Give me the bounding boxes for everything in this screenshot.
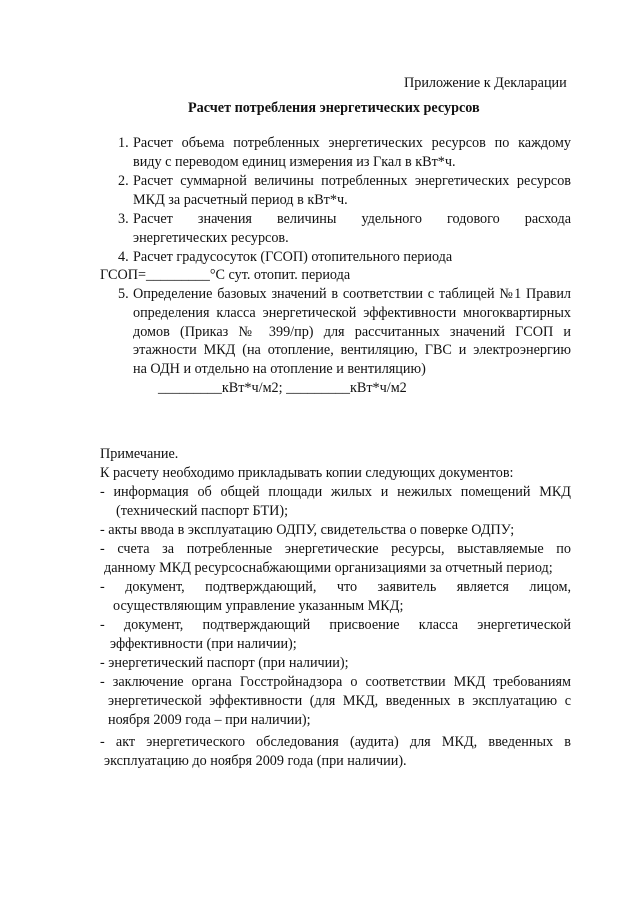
note-line: - акт энергетического обследования (аудита) для МКД, введенных в <box>100 734 571 750</box>
item-5-line-1: Определение базовых значений в соответствии с таблицей №1 Правил <box>133 286 571 302</box>
note-line: осуществляющим управление указанным МКД; <box>113 598 404 614</box>
note-line: - информация об общей площади жилых и нежилых помещений МКД <box>100 484 571 500</box>
note-line: - акты ввода в эксплуатацию ОДПУ, свидетельства о поверке ОДПУ; <box>100 522 515 538</box>
item-2-line-2: МКД за расчетный период в кВт*ч. <box>133 192 348 208</box>
baseline-value-fields: _________кВт*ч/м2; _________кВт*ч/м2 <box>158 380 407 396</box>
note-line: (технический паспорт БТИ); <box>116 503 289 519</box>
note-line: - документ, подтверждающий присвоение класса энергетической <box>100 617 571 633</box>
appendix-label: Приложение к Декларации <box>404 75 567 91</box>
item-number: 2. <box>118 173 129 189</box>
item-1-line-2: виду с переводом единиц измерения из Гкал в кВт*ч. <box>133 154 456 170</box>
item-4-line-1: Расчет градусосуток (ГСОП) отопительного периода <box>133 249 453 265</box>
gsop-field: ГСОП=_________°С сут. отопит. периода <box>100 267 351 283</box>
item-5-line-3: домов (Приказ № 399/пр) для рассчитанных значений ГСОП и <box>133 324 571 340</box>
note-line: - энергетический паспорт (при наличии); <box>100 655 349 671</box>
item-number: 5. <box>118 286 129 302</box>
item-number: 1. <box>118 135 129 151</box>
note-line: эффективности (при наличии); <box>110 636 297 652</box>
item-2-line-1: Расчет суммарной величины потребленных энергетических ресурсов <box>133 173 571 189</box>
item-3-line-2: энергетических ресурсов. <box>133 230 289 246</box>
note-line: - заключение органа Госстройнадзора о соответствии МКД требованиям <box>100 674 571 690</box>
note-line: ноября 2009 года – при наличии); <box>108 712 311 728</box>
note-line: - документ, подтверждающий, что заявитель является лицом, <box>100 579 571 595</box>
note-line: эксплуатацию до ноября 2009 года (при наличии). <box>104 753 407 769</box>
item-5-line-4: этажности МКД (на отопление, вентиляцию, ГВС и электроэнергию <box>133 342 571 358</box>
item-5-line-5: на ОДН и отдельно на отопление и вентиляцию) <box>133 361 426 377</box>
note-line: энергетической эффективности (для МКД, введенных в эксплуатацию с <box>108 693 571 709</box>
note-intro: К расчету необходимо прикладывать копии следующих документов: <box>100 465 514 481</box>
item-1-line-1: Расчет объема потребленных энергетических ресурсов по каждому <box>133 135 571 151</box>
document-title: Расчет потребления энергетических ресурсов <box>188 100 480 116</box>
note-line: данному МКД ресурсоснабжающими организациями за отчетный период; <box>104 560 553 576</box>
note-heading: Примечание. <box>100 446 179 462</box>
note-line: - счета за потребленные энергетические ресурсы, выставляемые по <box>100 541 571 557</box>
item-number: 4. <box>118 249 129 265</box>
item-3-line-1: Расчет значения величины удельного годового расхода <box>133 211 571 227</box>
item-5-line-2: определения класса энергетической эффективности многоквартирных <box>133 305 571 321</box>
item-number: 3. <box>118 211 129 227</box>
